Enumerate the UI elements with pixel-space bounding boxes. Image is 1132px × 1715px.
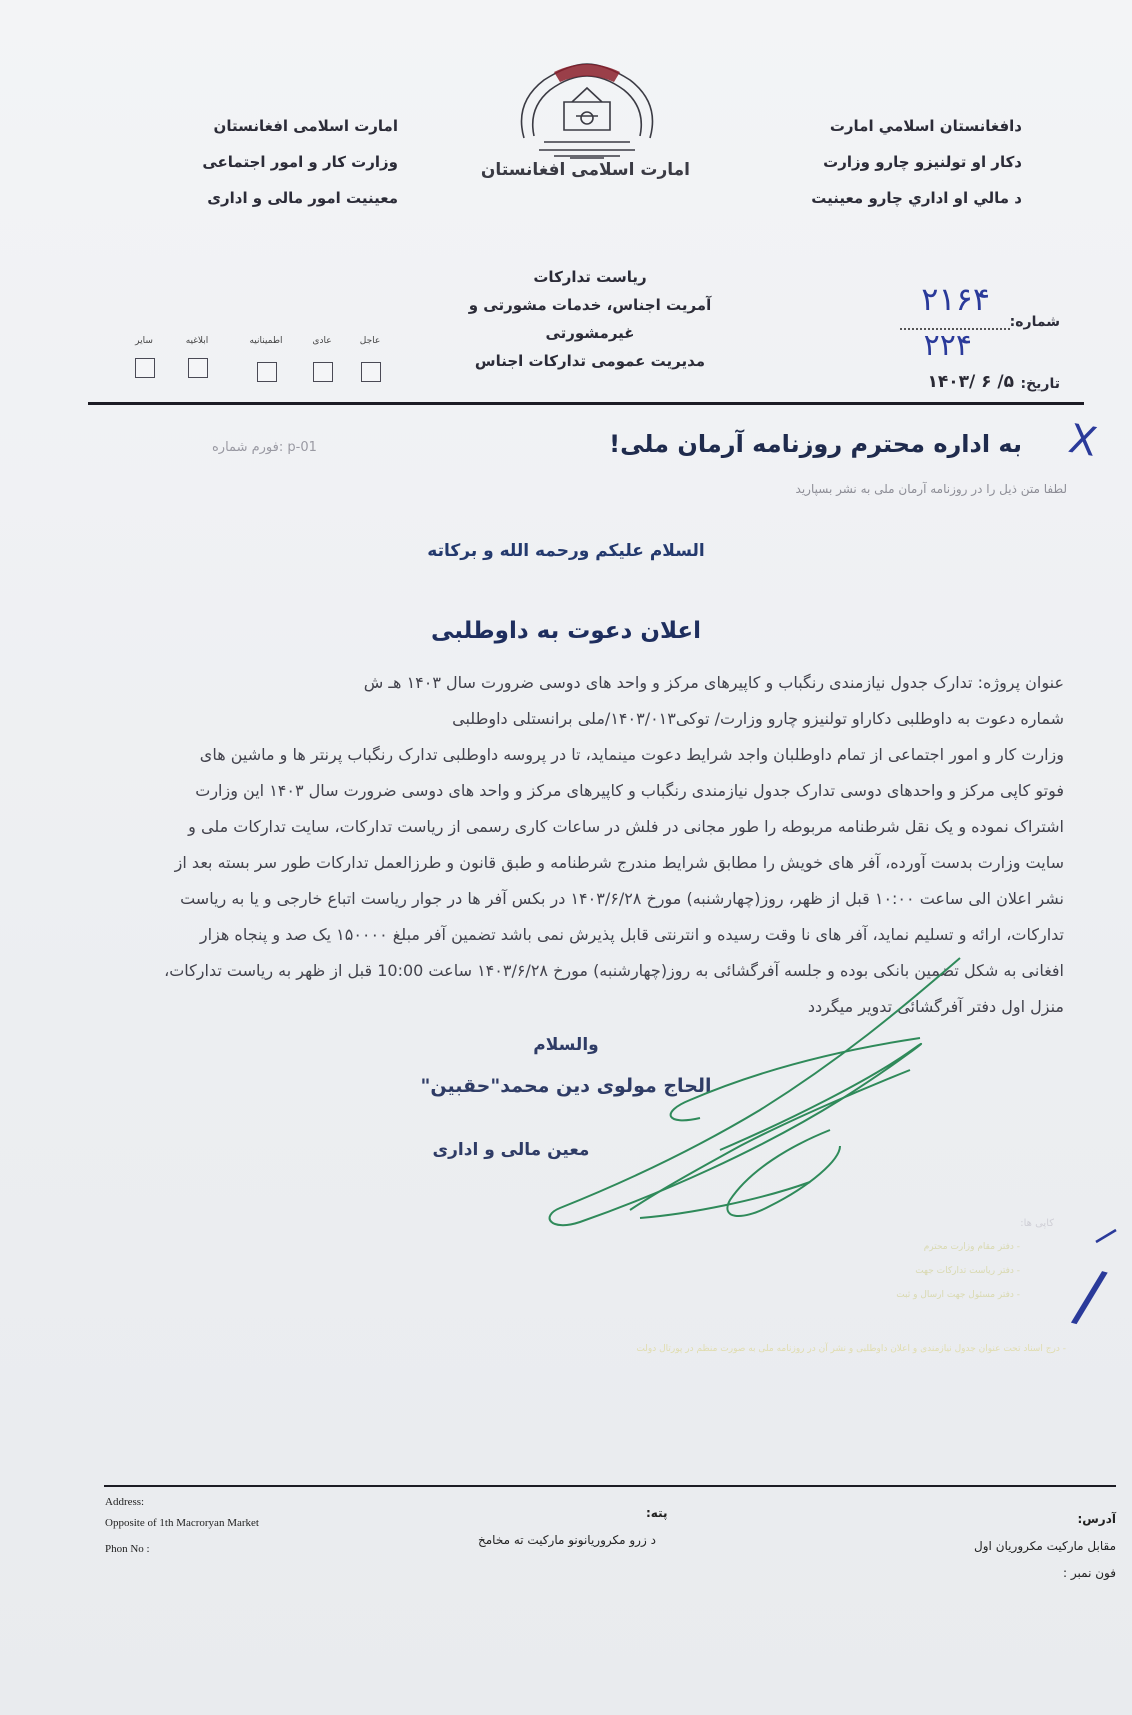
body-line: نشر اعلان الی ساعت ۱۰:۰۰ قبل از ظهر، روز(چهارشنبه) مورخ ۱۴۰۳/۶/۲۸ در بکس آفر ها در جوار ریاست اتباع خارجی و یا به ریاست <box>180 889 1064 908</box>
checkbox-label-notice: ابلاغیه <box>185 336 209 346</box>
date-value: ۱۴۰۳/ ۶ /۵ <box>927 372 1014 392</box>
header-pashto-block <box>811 108 1022 216</box>
salutation: والسلام <box>533 1035 599 1055</box>
priority-checkbox-group <box>128 332 398 382</box>
reference-block <box>860 280 1060 400</box>
header-dari-line: معینیت امور مالی و اداری <box>207 189 398 207</box>
checkbox-other[interactable] <box>135 358 155 378</box>
handwritten-signature <box>540 950 980 1240</box>
header-divider <box>88 402 1084 405</box>
header-pashto-line: دافغانستان اسلامي امارت <box>829 117 1022 135</box>
signatory-name: الحاج مولوی دین محمد"حقبین" <box>420 1075 712 1097</box>
body-line: منزل اول دفتر آفرگشائی تدویر میگردد <box>807 997 1064 1016</box>
center-line: ریاست تدارکات <box>533 268 647 286</box>
header-dari-line: امارت اسلامی افغانستان <box>213 117 398 135</box>
body-line: تدارکات، ارائه و تسلیم نماید، آفر های نا وقت رسیده و انترنتی قابل پذیرش نمی باشد تضمین آفر مبلغ ۱۵۰۰۰۰ یک صد و پنجاه هزار <box>199 925 1064 944</box>
body-line: شماره دعوت به داوطلبی دکاراو تولنیزو چارو وزارت/ توکی۱۴۰۳/۰۱۳/ملی برانستلی داوطلبی <box>452 709 1064 728</box>
copies-line: - دفتر مسئول جهت ارسال و ثبت <box>896 1290 1020 1300</box>
handwritten-slash-mark: / <box>1068 1253 1112 1339</box>
body-line: اشتراک نموده و یک نقل شرطنامه مربوطه را طور مجانی در فلش در ساعات کاری رسمی از ریاست تدارکات، سایت تدارکات ملی و <box>188 817 1064 836</box>
number-handwritten-top: ۲۱۶۴ <box>921 280 990 318</box>
checkbox-normal[interactable] <box>313 362 333 382</box>
body-line: سایت وزارت بدست آورده، آفر های خویش را مطابق شرایط مندرج شرطنامه و طبق قانون و طرزالعمل تدارکات طور سر بسته بعد از <box>174 853 1064 872</box>
center-line: آمریت اجناس، خدمات مشورتی و غیرمشورتی <box>468 296 712 342</box>
header-dari-line: وزارت کار و امور اجتماعی <box>202 153 398 171</box>
number-label: شماره: <box>1009 314 1060 330</box>
body-line: افغانی به شکل تضمین بانکی بوده و جلسه آفرگشائی به روز(چهارشنبه) مورخ ۱۴۰۳/۶/۲۸ ساعت 10:00 قبل از ظهر به ریاست تدارکات، <box>164 961 1064 980</box>
body-line: فوتو کاپی مرکز و واحدهای دوسی تدارک جدول نیازمندی رنگباب و کاپیرهای مرکز و واحد های دوسی ضرورت سال ۱۴۰۳ این وزارت <box>195 781 1064 800</box>
checkbox-label-assurance: اطمینانیه <box>249 336 283 346</box>
copies-note: - درج اسناد تحت عنوان جدول نیازمندی و اعلان داوطلبی و نشر آن در روزنامه ملی به صورت منظم در پورتال دولت <box>636 1344 1066 1354</box>
footer-phone-label-en: Phon No : <box>105 1543 150 1555</box>
emblem-seal <box>480 58 690 188</box>
center-line: مدیریت عمومی تدارکات اجناس <box>474 352 706 370</box>
announcement-title: اعلان دعوت به داوطلبی <box>430 618 702 644</box>
signatory-title: معین مالی و اداری <box>432 1140 590 1160</box>
handwritten-x-mark: X <box>1064 415 1100 467</box>
footer-pashto-value: د زرو مکروریانونو مارکیت ته مخامخ <box>478 1533 656 1547</box>
request-note: لطفا متن ذیل را در روزنامه آرمان ملی به نشر بسپارید <box>795 482 1067 496</box>
body-line: عنوان پروژه: تدارک جدول نیازمندی رنگباب و کاپیرهای مرکز و واحد های دوسی ضرورت سال ۱۴۰۳ هـ ش <box>363 673 1064 692</box>
date-label: تاریخ: <box>1020 376 1060 392</box>
header-dari-block <box>202 108 398 216</box>
copies-line: - دفتر مقام وزارت محترم <box>923 1242 1020 1252</box>
checkbox-label-urgent: عاجل <box>359 336 381 346</box>
form-number: فورم شماره: p-01 <box>212 440 317 455</box>
number-handwritten-bottom: ۲۲۴ <box>923 328 972 363</box>
handwritten-check-mark <box>1094 1226 1118 1246</box>
checkbox-assurance[interactable] <box>257 362 277 382</box>
footer-address-value-en: Opposite of 1th Macroryan Market <box>105 1517 259 1529</box>
body-line: وزارت کار و امور اجتماعی از تمام داوطلبان واجد شرایط دعوت مینماید، تا در پروسه داوطلبی تدارک رنگباب پرنتر ها و ماشین های <box>199 745 1064 764</box>
greeting: السلام علیکم ورحمه الله و برکاته <box>427 541 705 561</box>
procurement-department-block <box>440 263 740 375</box>
footer-dari-label: آدرس: <box>1077 1512 1116 1526</box>
footer-address-label-en: Address: <box>105 1496 145 1508</box>
footer-divider <box>104 1485 1116 1487</box>
header-pashto-line: د مالي او اداري چارو معینیت <box>811 189 1022 207</box>
copies-line: - دفتر ریاست تدارکات جهت <box>915 1266 1020 1276</box>
footer-pashto-label: پته: <box>646 1506 668 1520</box>
checkbox-notice[interactable] <box>188 358 208 378</box>
copies-label: کاپی ها: <box>1020 1218 1054 1229</box>
checkbox-urgent[interactable] <box>361 362 381 382</box>
footer-dari-value: مقابل مارکیت مکروریان اول <box>974 1539 1116 1553</box>
seal-caption: امارت اسلامی افغانستان <box>480 160 690 180</box>
checkbox-label-other: سایر <box>135 336 153 346</box>
checkbox-label-normal: عادی <box>312 336 332 346</box>
footer-dari-phone-label: فون نمبر : <box>1063 1566 1116 1580</box>
recipient-line: به اداره محترم روزنامه آرمان ملی! <box>609 430 1022 458</box>
header-pashto-line: دکار او تولنیزو چارو وزارت <box>823 153 1022 171</box>
